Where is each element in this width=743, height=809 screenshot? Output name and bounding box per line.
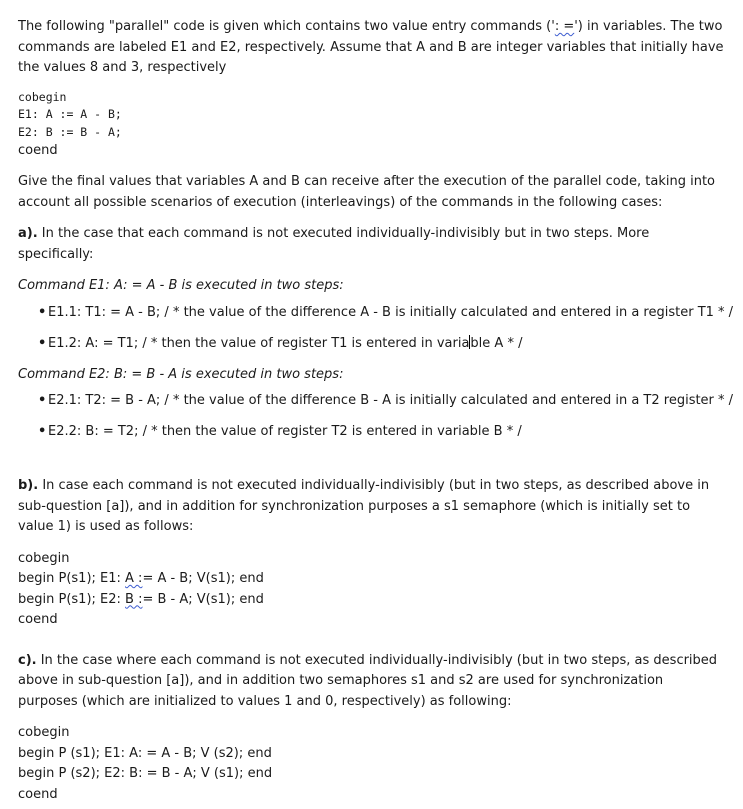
e1-step-1: • E1.1: T1: = A - B; / * the value of the difference A - B is initially calculated and entered in a register T1 * / xyxy=(38,303,725,323)
part-a-heading xyxy=(18,224,725,265)
code-block-c xyxy=(18,723,725,805)
e2-step-2: • E2.2: B: = T2; / * then the value of register T2 is entered in variable B * / xyxy=(38,422,725,442)
c-code-e1: begin P (s1); E1: A: = A - B; V (s2); end xyxy=(18,745,272,761)
code-line-cobegin: cobegin xyxy=(18,89,67,104)
c-code-e2: begin P (s2); E2: B: = B - A; V (s1); end xyxy=(18,766,273,781)
e1-step-2 xyxy=(38,334,725,354)
e2-bullet-list xyxy=(18,391,734,442)
part-c-text: In the case where each command is not executed individually-indivisibly (but in two steps, as described above in sub-question [a]), and in addition two semaphores s1 and s2 are used for synchronization purposes (which are initialized to values 1 and 0, respectively) as following: xyxy=(18,652,718,709)
code-line-coend: coend xyxy=(18,143,58,158)
b-code-e1 xyxy=(18,569,725,590)
intro-text-end: ') in variables. The two commands are labeled E1 and E2, respectively. Assume that A and B are integer variables that initially have the values 8 and 3, respectively xyxy=(18,19,724,75)
c-code-cobegin: cobegin xyxy=(18,725,70,740)
e1-step-2-text-a: E1.2: A: = T1; / * then the value of register T1 is entered in varia xyxy=(48,335,470,351)
part-c-paragraph xyxy=(18,651,725,713)
code-line-e1: E1: A := A - B; xyxy=(18,107,122,121)
code-block-b xyxy=(18,549,725,631)
e2-step-1: • E2.1: T2: = B - A; / * the value of the difference B - A is initially calculated and entered in a T2 register * / xyxy=(38,391,725,411)
c-code-coend: coend xyxy=(18,786,58,802)
code-line-e2: E2: B := B - A; xyxy=(18,124,122,139)
code-block-main xyxy=(18,89,725,162)
intro-paragraph xyxy=(18,17,725,79)
b-code-e1-post: = A - B; V(s1); end xyxy=(142,571,264,586)
e1-step-2-text-b: ble A * / xyxy=(470,335,523,351)
b-code-e2 xyxy=(18,590,725,611)
b-code-coend: coend xyxy=(18,612,58,627)
part-c-label: c). xyxy=(18,652,37,668)
b-code-e1-squiggle: A : xyxy=(125,571,143,586)
question-paragraph: Give the final values that variables A and B can receive after the execution of the parallel code, taking into account all possible scenarios of execution (interleavings) of the commands in the following cases: xyxy=(18,174,716,210)
e2-heading: Command E2: B: = B - A is executed in two steps: xyxy=(18,366,344,382)
e1-bullet-list xyxy=(18,303,734,354)
b-code-e2-post: = B - A; V(s1); end xyxy=(142,591,264,607)
b-code-e1-pre: begin P(s1); E1: xyxy=(18,571,126,586)
b-code-e2-pre: begin P(s1); E2: xyxy=(18,591,126,607)
part-a-label: a). xyxy=(18,226,38,241)
part-b-text: In case each command is not executed individually-indivisibly (but in two steps, as described above in sub-question [a]), and in addition for synchronization purposes a s1 semaphore (which is initially set to value 1) is used as follows: xyxy=(18,478,710,534)
e1-heading: Command E1: A: = A - B is executed in two steps: xyxy=(18,278,344,293)
spellcheck-squiggle: : = xyxy=(554,19,575,34)
b-code-cobegin: cobegin xyxy=(18,550,70,566)
intro-text-start: The following "parallel" code is given which contains two value entry commands (' xyxy=(18,19,555,34)
part-b-paragraph xyxy=(18,476,725,538)
part-b-label: b). xyxy=(18,478,39,493)
part-a-text: In the case that each command is not executed individually-indivisibly but in two steps. More specifically: xyxy=(18,226,650,262)
b-code-e2-squiggle: B : xyxy=(125,591,143,607)
